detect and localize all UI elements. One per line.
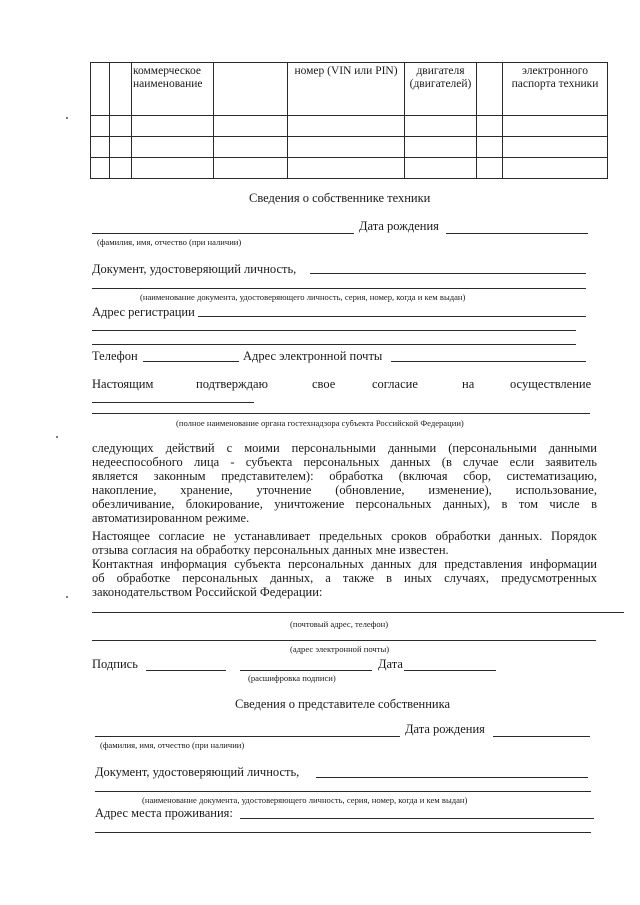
postal-address-caption: (почтовый адрес, телефон)	[290, 619, 389, 629]
owner-document-field[interactable]	[310, 273, 586, 274]
text-line: накопление, хранение, уточнение (обновление, изменение), использование,	[92, 483, 597, 497]
owner-document-field-line2[interactable]	[92, 288, 586, 289]
table-header-vin: номер (VIN или PIN)	[288, 63, 405, 116]
representative-fio-caption: (фамилия, имя, отчество (при наличии)	[100, 740, 245, 750]
consent-word: свое	[312, 377, 336, 391]
text-line: об обработке персональных данных, а также в иных случаях, предусмотренных	[92, 571, 597, 585]
representative-residence-field-line2[interactable]	[95, 832, 591, 833]
consent-paragraph-3	[92, 557, 597, 599]
table-header-commercial-name: коммерческое наименование	[132, 63, 214, 116]
representative-residence-field[interactable]	[240, 818, 594, 819]
table-cell[interactable]	[214, 158, 288, 179]
table-cell[interactable]	[132, 116, 214, 137]
owner-address-field-line3[interactable]	[92, 344, 576, 345]
text-line: Контактная информация субъекта персональных данных для представления информации	[92, 557, 597, 571]
scan-speck	[66, 596, 68, 598]
table-header-cell	[110, 63, 132, 116]
owner-document-caption: (наименование документа, удостоверяющего личность, серия, номер, когда и кем выдан)	[140, 292, 466, 302]
consent-paragraph-1	[92, 441, 597, 525]
table-cell[interactable]	[405, 116, 477, 137]
owner-birth-date-field[interactable]	[446, 233, 588, 234]
consent-word: осуществление	[510, 377, 592, 391]
owner-birth-date-label: Дата рождения	[359, 219, 439, 233]
consent-word: Настоящим	[92, 377, 154, 391]
table-cell[interactable]	[405, 137, 477, 158]
representative-document-caption: (наименование документа, удостоверяющего личность, серия, номер, когда и кем выдан)	[142, 795, 468, 805]
representative-document-field[interactable]	[316, 777, 588, 778]
table-header-row	[91, 63, 608, 116]
consent-word: согласие	[372, 377, 418, 391]
signature-decode-field[interactable]	[240, 670, 372, 671]
table-cell[interactable]	[503, 158, 608, 179]
text-line: является законным представителем): обработка (включая сбор, систематизацию,	[92, 469, 597, 483]
scan-speck	[66, 117, 68, 119]
table-header-cell	[91, 63, 110, 116]
representative-document-label: Документ, удостоверяющий личность,	[95, 765, 300, 779]
owner-fio-caption: (фамилия, имя, отчество (при наличии)	[97, 237, 242, 247]
table-cell[interactable]	[503, 116, 608, 137]
scan-speck	[56, 436, 58, 438]
table-header-passport: электронного паспорта техники	[503, 63, 608, 116]
table-cell[interactable]	[110, 116, 132, 137]
text-line: отзыва согласия на обработку персональных данных мне известен.	[92, 543, 449, 557]
table-cell[interactable]	[288, 137, 405, 158]
contact-email-caption: (адрес электронной почты)	[290, 644, 390, 654]
table-row[interactable]	[91, 116, 608, 137]
signature-date-field[interactable]	[404, 670, 496, 671]
table-row[interactable]	[91, 137, 608, 158]
table-cell[interactable]	[91, 137, 110, 158]
table-cell[interactable]	[503, 137, 608, 158]
text-line: автоматизированном режиме.	[92, 511, 250, 525]
table-cell[interactable]	[288, 158, 405, 179]
table-cell[interactable]	[405, 158, 477, 179]
representative-fio-field[interactable]	[95, 736, 400, 737]
owner-address-field-line2[interactable]	[92, 330, 576, 331]
signature-decode-caption: (расшифровка подписи)	[248, 673, 336, 683]
signature-field[interactable]	[146, 670, 226, 671]
text-line: следующих действий с моими персональными данными (персональными данными	[92, 441, 597, 455]
owner-section-heading: Сведения о собственнике техники	[249, 191, 431, 205]
owner-document-label: Документ, удостоверяющий личность,	[92, 262, 297, 276]
owner-address-label: Адрес регистрации	[92, 305, 195, 319]
postal-address-field[interactable]	[92, 612, 624, 613]
table-header-cell	[477, 63, 503, 116]
table-cell[interactable]	[110, 158, 132, 179]
representative-section-heading: Сведения о представителе собственника	[235, 697, 451, 711]
representative-residence-label: Адрес места проживания:	[95, 806, 233, 820]
representative-document-field-line2[interactable]	[95, 791, 591, 792]
owner-phone-field[interactable]	[143, 361, 239, 362]
table-header-engine: двигателя (двигателей)	[405, 63, 477, 116]
organ-caption: (полное наименование органа гостехнадзора субъекта Российской Федерации)	[176, 418, 464, 428]
consent-word: на	[462, 377, 475, 391]
owner-email-field[interactable]	[391, 361, 586, 362]
consent-organ-field[interactable]	[92, 402, 254, 403]
table-cell[interactable]	[477, 158, 503, 179]
consent-paragraph-2	[92, 529, 597, 557]
table-cell[interactable]	[132, 158, 214, 179]
table-cell[interactable]	[477, 137, 503, 158]
representative-birth-date-label: Дата рождения	[405, 722, 485, 736]
owner-address-field[interactable]	[198, 316, 586, 317]
table-cell[interactable]	[288, 116, 405, 137]
vehicle-table	[90, 62, 608, 179]
owner-email-label: Адрес электронной почты	[243, 349, 383, 363]
text-line: Настоящее согласие не устанавливает предельных сроков обработки данных. Порядок	[92, 529, 597, 543]
text-line: законодательством Российской Федерации:	[92, 585, 323, 599]
owner-phone-label: Телефон	[92, 349, 138, 363]
consent-organ-field-line2[interactable]	[92, 413, 590, 414]
signature-label: Подпись	[92, 657, 138, 671]
signature-date-label: Дата	[378, 657, 403, 671]
contact-email-field[interactable]	[92, 640, 596, 641]
table-header-cell	[214, 63, 288, 116]
table-cell[interactable]	[110, 137, 132, 158]
table-cell[interactable]	[214, 116, 288, 137]
table-cell[interactable]	[477, 116, 503, 137]
text-line: обезличивание, блокирование, уничтожение персональных данных), в том числе в	[92, 497, 597, 511]
representative-birth-date-field[interactable]	[493, 736, 590, 737]
table-row[interactable]	[91, 158, 608, 179]
table-cell[interactable]	[214, 137, 288, 158]
text-line: недееспособного лица - субъекта персональных данных (в случае если заявитель	[92, 455, 597, 469]
table-cell[interactable]	[91, 158, 110, 179]
table-cell[interactable]	[132, 137, 214, 158]
consent-word: подтверждаю	[196, 377, 268, 391]
owner-fio-field[interactable]	[92, 233, 354, 234]
table-cell[interactable]	[91, 116, 110, 137]
